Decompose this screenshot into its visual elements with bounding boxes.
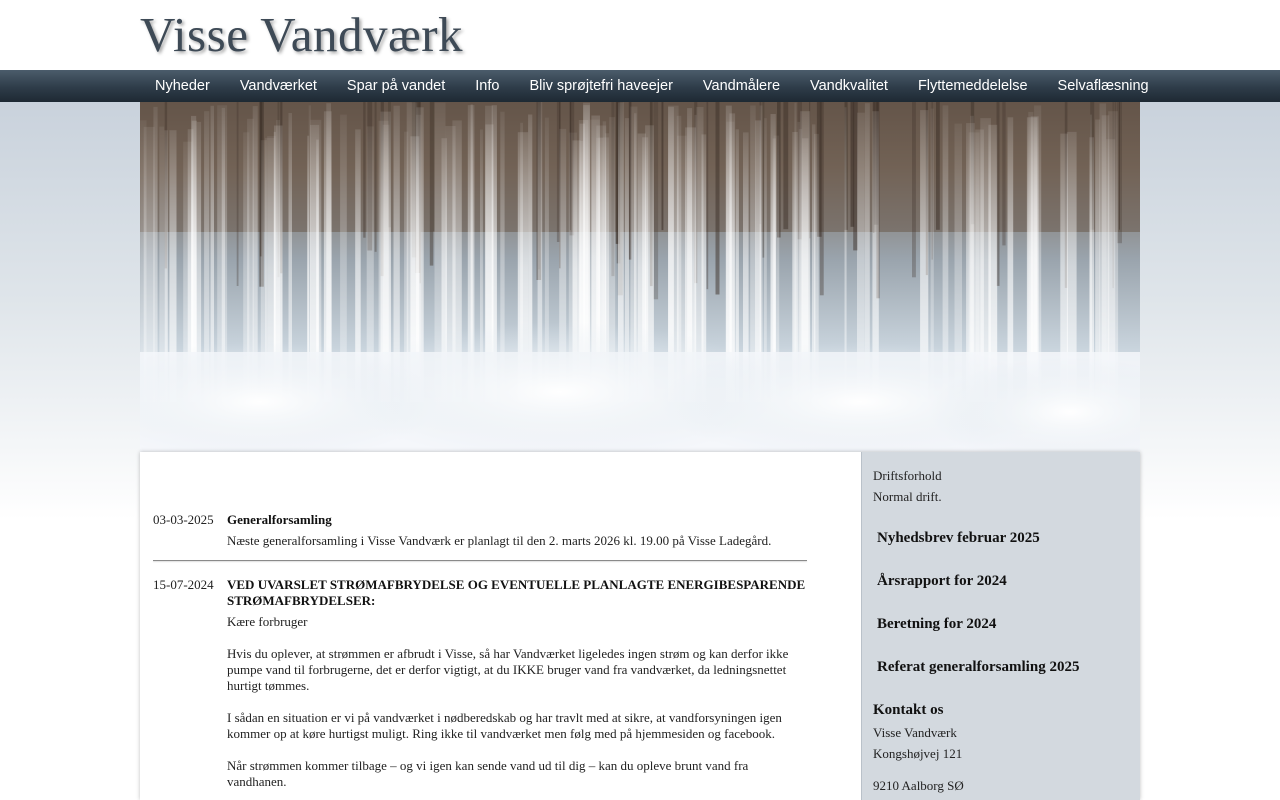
contact-name: Visse Vandværk: [873, 725, 957, 740]
sidebar-link-aarsrapport[interactable]: Årsrapport for 2024: [877, 573, 1007, 589]
nav-item-sproejtefri-haveejer[interactable]: Bliv sprøjtefri haveejer: [529, 78, 673, 94]
waterfall-photo-icon: [140, 102, 1140, 452]
contact-heading: Kontakt os: [873, 702, 944, 718]
status-label: Driftsforhold: [873, 468, 942, 483]
news-paragraph: Kære forbruger: [227, 614, 308, 629]
news-title: Generalforsamling: [227, 512, 332, 527]
hero-waterfall-photo: [140, 102, 1140, 452]
news-divider: [153, 560, 807, 561]
news-date: 03-03-2025: [153, 512, 214, 527]
nav-item-vandmaalere[interactable]: Vandmålere: [702, 78, 781, 94]
site-header: [0, 0, 1280, 70]
nav-item-vandvaerket[interactable]: Vandværket: [239, 78, 317, 94]
sidebar-link-nyhedsbrev[interactable]: Nyhedsbrev februar 2025: [877, 530, 1040, 546]
contact-street: Kongshøjvej 121: [873, 746, 963, 761]
nav-item-flyttemeddelelse[interactable]: Flyttemeddelelse: [917, 78, 1028, 94]
nav-item-nyheder[interactable]: Nyheder: [155, 78, 210, 94]
news-text: [227, 614, 807, 790]
news-paragraph: Næste generalforsamling i Visse Vandværk er planlagt til den 2. marts 2026 kl. 19.00 på Visse Ladegård.: [227, 533, 772, 548]
main-navigation: [0, 70, 1280, 102]
nav-item-info[interactable]: Info: [475, 78, 500, 94]
sidebar: [861, 452, 1140, 800]
nav-list: [140, 70, 1164, 102]
status-value: Normal drift.: [873, 489, 942, 504]
news-date: 15-07-2024: [153, 577, 214, 592]
news-paragraph: I sådan en situation er vi på vandværket i nødberedskab og har travlt med at sikre, at vandforsyningen igen kommer op at køre hurtigst muligt. Ring ikke til vandværket men følg med på hjemmesiden og facebook.: [227, 710, 782, 741]
news-paragraph: Hvis du oplever, at strømmen er afbrudt i Visse, så har Vandværket ligeledes ingen strøm og kan derfor ikke pumpe vand til forbrugerne, det er derfor vigtigt, at du IKKE bruger vand fra vandværket, da ledningsnettet hurtigt tømmes.: [227, 646, 789, 693]
sidebar-link-beretning[interactable]: Beretning for 2024: [877, 616, 997, 632]
news-text: [227, 533, 807, 549]
nav-item-selvaflaesning[interactable]: Selvaflæsning: [1057, 78, 1149, 94]
news-body: [227, 512, 807, 565]
news-title: VED UVARSLET STRØMAFBRYDELSE OG EVENTUELLE PLANLAGTE ENERGIBESPARENDE STRØMAFBRYDELSER:: [227, 577, 806, 608]
sidebar-link-referat[interactable]: Referat generalforsamling 2025: [877, 659, 1080, 675]
site-title[interactable]: Visse Vandværk: [140, 7, 464, 62]
nav-item-vandkvalitet[interactable]: Vandkvalitet: [810, 78, 888, 94]
news-body: [227, 577, 807, 800]
contact-city: 9210 Aalborg SØ: [873, 778, 964, 793]
content-area: [140, 452, 1140, 800]
nav-item-spar-paa-vandet[interactable]: Spar på vandet: [346, 78, 446, 94]
news-paragraph: Når strømmen kommer tilbage – og vi igen kan sende vand ud til dig – kan du opleve brunt vand fra vandhanen.: [227, 758, 749, 789]
news-column: [140, 452, 861, 800]
